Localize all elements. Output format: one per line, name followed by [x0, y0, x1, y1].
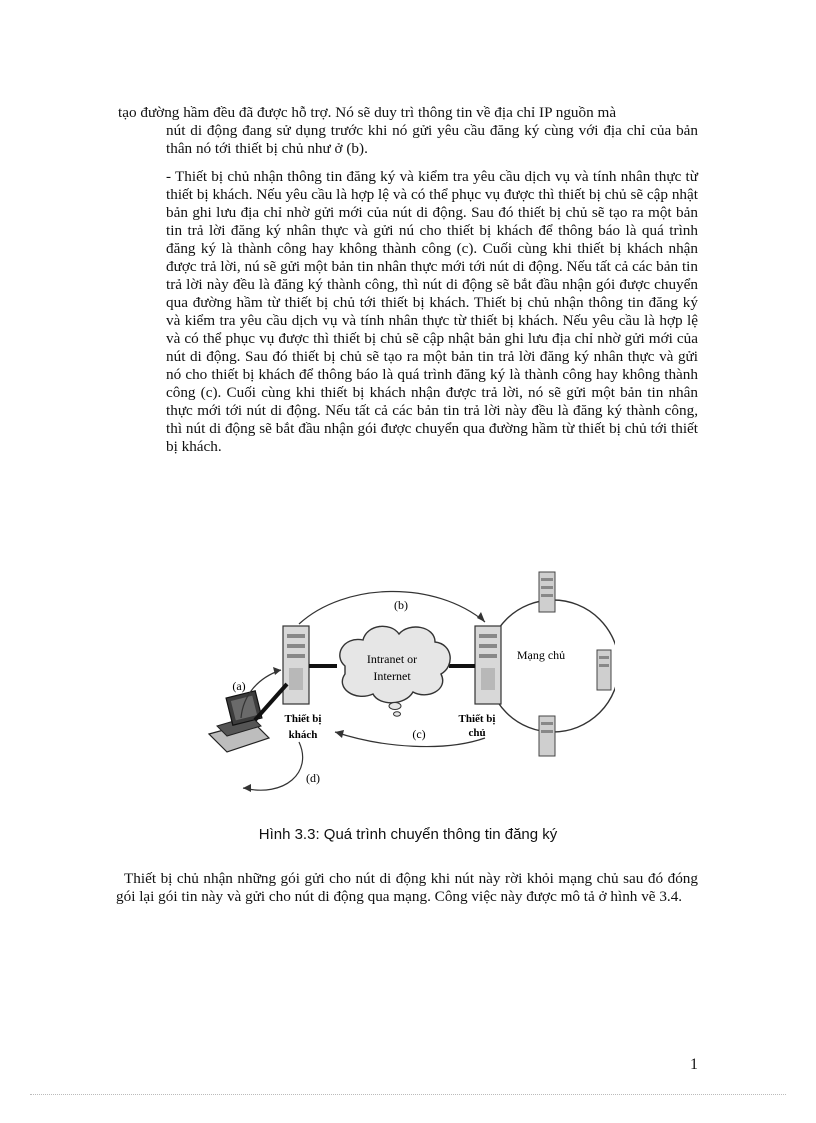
home-server-top: [539, 572, 555, 612]
home-server-bottom: [539, 716, 555, 756]
foreign-agent-label-2: khách: [288, 729, 318, 741]
home-agent-server-icon: [475, 626, 501, 704]
registration-diagram: [195, 566, 615, 802]
step-b-label: (b): [394, 598, 408, 612]
step-c-label: (c): [412, 727, 426, 741]
foreign-agent-server-icon: [283, 626, 309, 704]
arrow-c: [335, 732, 485, 747]
step-d-label: (d): [306, 771, 320, 785]
home-agent-label-2: chủ: [468, 727, 486, 739]
intro-first-line: [118, 104, 698, 122]
page-bottom-divider: [30, 1094, 786, 1095]
link-laptop-foreign: [255, 684, 287, 720]
home-agent-label-1: Thiết bị: [458, 713, 496, 725]
arrow-b: [299, 591, 485, 624]
home-server-right: [597, 650, 611, 690]
home-network-circle: [487, 600, 615, 732]
foreign-agent-label-1: Thiết bị: [284, 713, 322, 725]
page-number: 1: [690, 1056, 698, 1073]
arrow-d: [243, 742, 303, 790]
step-a-label: (a): [232, 679, 246, 693]
paragraph-after-figure: Thiết bị chủ nhận những gói gửi cho nút di động khi nút này rời khỏi mạng chủ sau đó đóng gói lại gói tin này và gửi cho nút di động qua mạng. Công việc này được mô tả ở hình vẽ 3.4.: [116, 870, 698, 905]
cloud-label-1: Intranet or: [366, 652, 418, 666]
home-network-label: Mạng chủ: [516, 648, 566, 662]
intro-paragraph-continuation: nút di động đang sử dụng trước khi nó gửi yêu cầu đăng ký cùng với địa chỉ của bản thân nó tới thiết bị chủ như ở (b).: [166, 122, 698, 157]
cloud-label-2: Internet: [373, 669, 411, 683]
diagram-svg: [195, 566, 615, 802]
bullet-paragraph: - Thiết bị chủ nhận thông tin đăng ký và kiểm tra yêu cầu dịch vụ và tính nhân thực từ thiết bị khách. Nếu yêu cầu là hợp lệ và có thể phục vụ được thì thiết bị chủ sẽ cập nhật bản ghi lưu địa chỉ nhờ gửi mới của nút di động. Sau đó thiết bị chủ sẽ tạo ra một bản tin trả lời đăng ký nhân thực và gửi nú cho thiết bị khách để thông báo là quá trình đăng ký là thành công hay không thành công (c). Cuối cùng khi thiết bị khách nhận được trả lời, nú sẽ gửi một bản tin nhân thực mới tới nút di động. Nếu tất cả các bản tin trả lời này đều là đăng ký thành công, thì nút di động sẽ bắt đầu nhận gói được chuyển qua đường hầm từ thiết bị chủ tới thiết bị khách. Thiết bị chủ nhận thông tin đăng ký và kiểm tra yêu cầu dịch vụ và tính nhân thực từ thiết bị khách. Nếu yêu cầu là hợp lệ và có thể phục vụ được thì thiết bị chủ sẽ cập nhật bản ghi lưu địa chỉ nhờ gửi mới của nút di động. Sau đó thiết bị chủ sẽ tạo ra một bản tin trả lời đăng ký nhân thực và gửi nó cho thiết bị khách để thông báo là quá trình đăng ký là thành công hay không thành công (c). Cuối cùng khi thiết bị khách nhận được trả lời, nó sẽ gửi một bản tin nhân thực mới tới nút di động. Nếu tất cả các bản tin trả lời này đều là đăng ký thành công, thì nút di động sẽ bắt đầu nhận gói được chuyển qua đường hầm từ thiết bị chủ tới thiết bị khách.: [166, 168, 698, 455]
laptop-icon: [209, 691, 269, 752]
figure-caption: Hình 3.3: Quá trình chuyển thông tin đăng ký: [258, 826, 558, 843]
intro-line-text: tạo đường hầm đều đã được hỗ trợ. Nó sẽ duy trì thông tin về địa chỉ IP nguồn mà: [118, 104, 617, 121]
